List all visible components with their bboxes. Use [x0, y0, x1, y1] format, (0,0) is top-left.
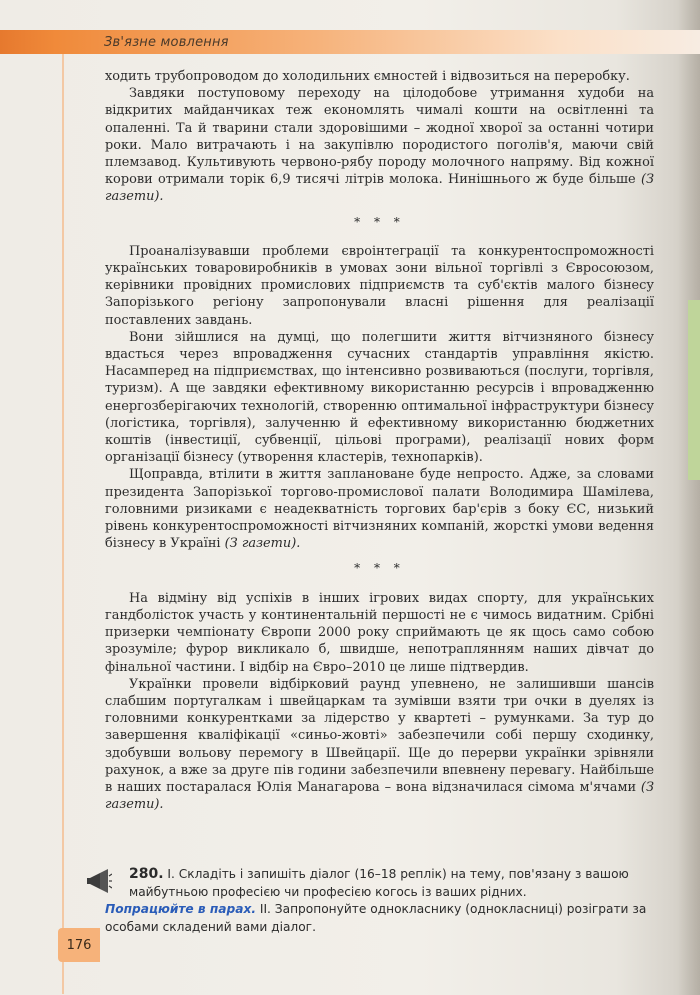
section-title: Зв'язне мовлення	[104, 35, 229, 50]
task-part-1: I. Складіть і запишіть діалог (16–18 реплік) на тему, пов'язану з вашою майбутньою професією чи професією когось із ваших рідних.	[129, 867, 629, 899]
paragraph: Вони зійшлися на думці, що полегшити життя вітчизняного бізнесу вдасться через впровадження сучасних стандартів управління якістю. Насамперед на підприємствах, що інтенсивно розвиваються (послуги, торгівля, туризм). А ще завдяки ефективному використанню ресурсів і впровадженню енергозберігаючих технологій, створенню оптимальної інфраструктури бізнесу (логістика, торгівля), залученню й ефективному використанню бюджетних коштів (інвестиції, субвенції, цільові програми), реалізації нових форм організації бізнесу (утворення кластерів, технопарків).	[105, 329, 654, 466]
paragraph-text: Українки провели відбірковий раунд упевнено, не залишивши шансів слабшим португалкам і швейцаркам та зумівши взяти три очки в дуелях із головними конкурентками за лідерство у квартеті – румунками. За тур до завершення кваліфікації «синьо-жовті» забезпечили собі першу сходинку, здобувши вольову перемогу в Швейцарії. Ще до перерви українки зрівняли рахунок, а вже за друге пів години забезпечили впевнену перевагу. Найбільше в наших постаралася Юлія Манагарова – вона відзначилася сімома м'ячами	[105, 676, 654, 795]
source-citation: (З газети).	[105, 172, 655, 205]
task-line	[105, 866, 660, 901]
page-number: 176	[58, 928, 100, 962]
side-tab	[688, 300, 700, 480]
task-part-2: II. Запропонуйте однокласнику (однокласниці) розіграти за особами складений вами діалог.	[105, 902, 647, 934]
paragraph	[105, 676, 654, 814]
paragraph: Проаналізувавши проблеми євроінтеграції та конкурентоспроможності українських товаровиробників в умовах зони вільної торгівлі з Євросоюзом, керівники провідних промислових підприємств та суб'єктів малого бізнесу Запорізького регіону запропонували власні рішення для реалізації поставлених завдань.	[105, 243, 654, 328]
paragraph-text: Завдяки поступовому переходу на цілодобове утримання худоби на відкритих майданчиках теж економлять чималі кошти на освітленні та опаленні. Та й тварини стали здоровішими – жодної хворої за останні чотири роки. Мало витрачають і на закупівлю породистого поголів'я, маючи свій племзавод. Культивують червоно-рябу породу молочного напряму. Від кожної корови отримали торік 6,9 тисячі літрів молока. Нинішнього ж буде більше	[105, 86, 654, 188]
paragraph-text: Щоправда, втілити в життя заплановане буде непросто. Адже, за словами президента Запорізької торгово-промислової палати Володимира Шамілева, головними ризиками є неадекватність торгових бар'єрів з боку ЄС, низький рівень конкурентоспроможності вітчизняних компаній, жорсткі умови ведення бізнесу в Україні	[105, 467, 654, 552]
exercise-task	[105, 866, 660, 936]
source-citation: (З газети).	[224, 536, 301, 552]
page-edge-shadow	[678, 0, 700, 995]
section-divider: * * *	[354, 561, 405, 576]
source-citation: (З газети).	[105, 779, 654, 813]
section-divider: * * *	[354, 214, 405, 229]
pair-work-label: Попрацюйте в парах.	[105, 902, 256, 916]
paragraph	[105, 466, 654, 552]
task-line	[105, 901, 660, 936]
paragraph: На відміну від успіхів в інших ігрових видах спорту, для українських гандболісток участь у континентальній першості не є чимось видатним. Срібні призерки чемпіонату Європи 2000 року сприймають це як щось само собою зрозуміле; фурор викликало б, швидше, непотраплянням наших дівчат до фінальної частини. І відбір на Євро–2010 це лише підтвердив.	[105, 590, 654, 675]
body-text	[105, 68, 654, 813]
task-number: 280.	[129, 866, 164, 882]
paragraph: ходить трубопроводом до холодильних ємностей і відвозиться на переробку.	[105, 69, 630, 84]
paragraph	[105, 85, 654, 205]
margin-line	[62, 54, 64, 994]
